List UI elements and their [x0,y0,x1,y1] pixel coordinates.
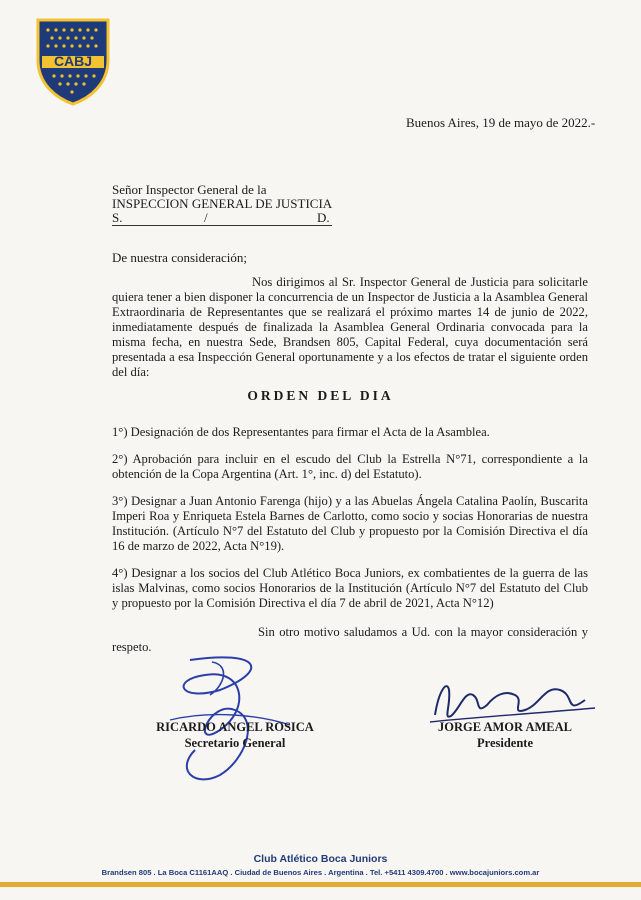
footer-accent-line [0,882,641,887]
footer-address: Brandsen 805 . La Boca C1161AAQ . Ciudad de Buenos Aires . Argentina . Tel. +5411 4309.4700 . www.bocajuniors.com.ar [101,868,540,877]
body-indent [112,275,252,289]
agenda-item-1: 1°) Designación de dos Representantes para firmar el Acta de la Asamblea. [112,425,490,439]
body-text: Nos dirigimos al Sr. Inspector General de Justicia para solicitarle quiera tener a bien disponer la concurrencia de un Inspector de Justicia a la Asamblea General Extraordinaria de Representantes que se realizará el próximo martes 14 de junio de 2022, inmediatamente después de finalizada la Asamblea General Ordinaria convocada para la misma fecha, en nuestra Sede, Brandsen 805, Capital Federal, cuya documentación será presentada a esa Inspección General oportunamente y a los efectos de tratar el siguiente orden del día: [112,275,588,379]
closing-text: Sin otro motivo saludamos a Ud. con la mayor consideración y respeto. [112,625,588,654]
signatory-left-title: Secretario General [184,736,286,750]
d-mark: D. [317,210,330,225]
cabj-crest-logo [34,16,112,106]
signatory-left-name: RICARDO ANGEL ROSICA [156,720,314,734]
agenda-heading: ORDEN DEL DIA [247,388,394,403]
agenda-item-2: 2°) Aprobación para incluir en el escudo del Club la Estrella N°71, correspondiente a la obtención de la Copa Argentina (Art. 1°, inc. d) del Estatuto). [112,452,588,481]
letter-date: Buenos Aires, 19 de mayo de 2022.- [406,115,596,130]
body-paragraph [112,275,588,380]
signatory-right-name: JORGE AMOR AMEAL [437,720,573,734]
signature-right-block [420,719,590,751]
addressee-line-2: INSPECCION GENERAL DE JUSTICIA [112,196,333,211]
logo-text: CABJ [53,53,93,69]
greeting: De nuestra consideración; [112,250,248,265]
agenda-item-3: 3°) Designar a Juan Antonio Farenga (hijo) y a las Abuelas Ángela Catalina Paolín, Buscarita Imperi Roa y Enriqueta Estela Barnes de Carlotto, como socio y socias Honorarias de nuestra Institución. (Artículo N°7 del Estatuto del Club y propuesto por la Comisión Directiva el día 16 de marzo de 2022, Acta N°19). [112,494,588,553]
s-mark: S. [112,210,123,225]
signature-left-scribble [150,640,300,790]
agenda-item-4: 4°) Designar a los socios del Club Atlético Boca Juniors, ex combatientes de la guerra de las islas Malvinas, como socios Honorarios de la Institución (Artículo N°7 del Estatuto del Club y propuesto por la Comisión Directiva el día 7 de abril de 2021, Acta N°12) [112,566,588,610]
closing-indent [112,625,258,639]
slash-mark: / [204,210,208,225]
signature-left-block [140,719,330,751]
signatory-right-title: Presidente [476,736,533,750]
s-d-underline [112,225,332,226]
footer-club-name: Club Atlético Boca Juniors [253,853,388,865]
addressee-block [112,183,332,227]
addressee-line-1: Señor Inspector General de la [112,182,267,197]
s-d-line [112,211,332,227]
